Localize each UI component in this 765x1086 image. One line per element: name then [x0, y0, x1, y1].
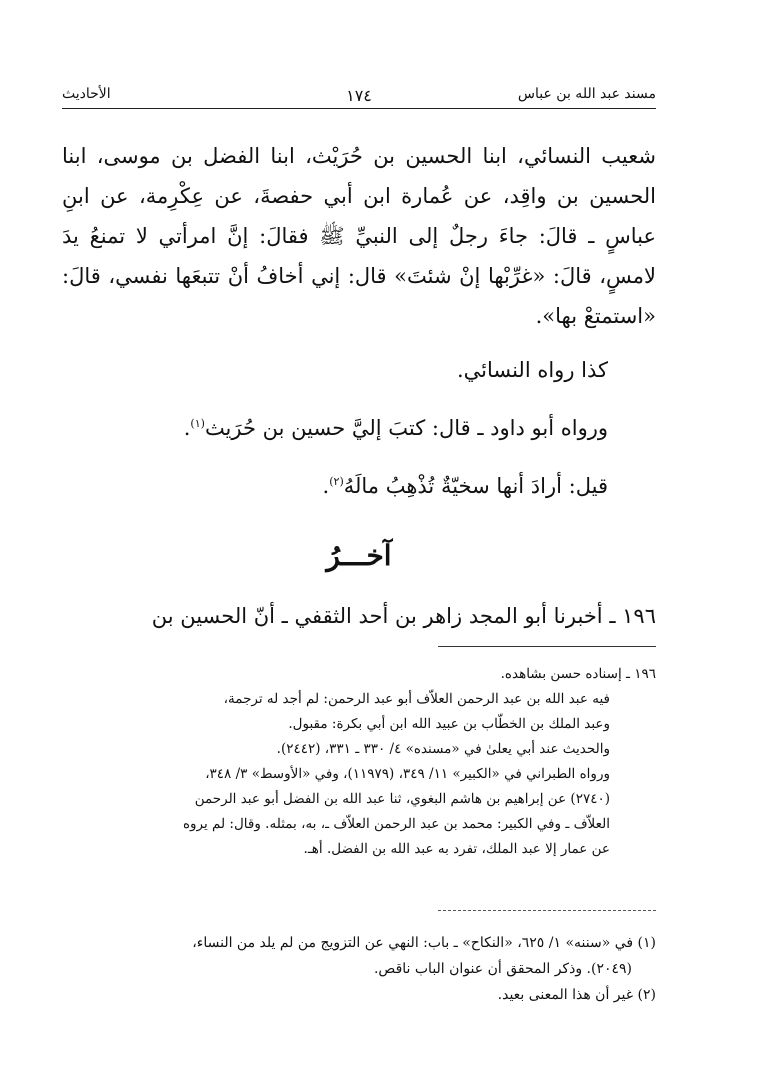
- abu-dawud-end: .: [183, 416, 191, 440]
- line-nasai: كذا رواه النسائي.: [456, 358, 608, 382]
- footnotes-divider: [438, 910, 656, 911]
- notes-divider: [438, 646, 656, 647]
- qila-text: قيل: أرادَ أنها سخيّةٌ تُذْهِبُ مالَهُ: [343, 474, 608, 498]
- book-title: مسند عبد الله بن عباس: [517, 86, 656, 102]
- page-number: ١٧٤: [346, 86, 372, 105]
- hadith-196-start: ١٩٦ ـ أخبرنا أبو المجد زاهر بن أحد الثقفي ـ أنّ الحسين بن: [151, 604, 656, 628]
- note-line: وعبد الملك بن الخطّاب بن عبيد الله ابن أبي بكرة: مقبول.: [288, 716, 610, 732]
- hadith-paragraph: شعيب النسائي، ابنا الحسين بن حُرَيْث، ابنا الفضل بن موسى، ابنا الحسين بن واقِد، عن عُمارة ابن أبي حفصةَ، عن عِكْرِمة، عن ابنِ عباسٍ ـ قالَ: جاءَ رجلٌ إلى النبيِّ ﷺ فقالَ: إنَّ امرأتي لا تمنعُ يدَ لامسٍ، قالَ: «غرِّبْها إنْ شئتَ» قال: إني أخافُ أنْ تتبعَها نفسي، قالَ: «استمتعْ بها».: [62, 144, 656, 328]
- footnote-1-continued: (٢٠٤٩). وذكر المحقق أن عنوان الباب ناقص.: [373, 961, 632, 977]
- running-header: [62, 84, 656, 109]
- section-title: آخـــرُ: [326, 539, 392, 572]
- footnotes-block: [62, 930, 656, 1008]
- note-line: والحديث عند أبي يعلىٰ في «مسنده» ٤/ ٣٣٠ ـ ٣٣١، (٢٤٤٢).: [276, 741, 610, 757]
- note-line: عن عمار إلا عبد الملك، تفرد به عبد الله بن الفضل. أهـ.: [303, 841, 610, 857]
- notes-block: [62, 662, 656, 862]
- footnote-marker-1: (١): [190, 417, 205, 430]
- qila-end: .: [322, 474, 330, 498]
- note-line: العلاّف ـ وفي الكبير: محمد بن عبد الرحمن العلاّف ـ، به، بمثله. وقال: لم يروه: [182, 816, 610, 832]
- line-qila: [62, 462, 656, 506]
- footnote-marker-2: (٢): [329, 475, 344, 488]
- main-text: [62, 136, 656, 638]
- section-label: الأحاديث: [62, 86, 111, 102]
- footnote-2: (٢) غير أن هذا المعنى بعيد.: [497, 987, 656, 1003]
- abu-dawud-text: ورواه أبو داود ـ قال: كتبَ إليَّ حسين بن حُرَيث: [204, 416, 608, 440]
- note-line: فيه عبد الله بن عبد الرحمن العلاّف أبو عبد الرحمن: لم أجد له ترجمة،: [223, 691, 610, 707]
- note-line: ١٩٦ ـ إسناده حسن بشاهده.: [500, 666, 656, 682]
- note-line: ورواه الطبراني في «الكبير» ١١/ ٣٤٩، (١١٩٧٩)، وفي «الأوسط» ٣/ ٣٤٨،: [205, 766, 610, 782]
- line-abu-dawud: [62, 404, 656, 448]
- note-line: (٢٧٤٠) عن إبراهيم بن هاشم البغوي، ثنا عبد الله بن الفضل أبو عبد الرحمن: [194, 791, 610, 807]
- footnote-1: (١) في «سننه» ١/ ٦٢٥، «النكاح» ـ باب: النهي عن التزويج من لم يلد من النساء،: [192, 935, 656, 951]
